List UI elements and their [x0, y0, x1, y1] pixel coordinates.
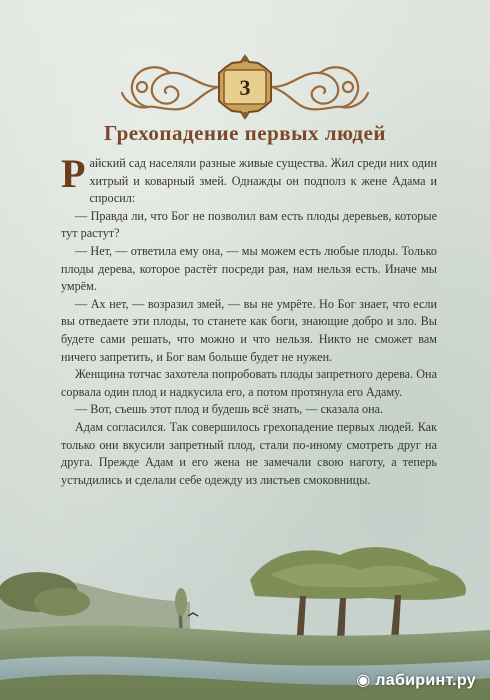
paragraph-2: — Правда ли, что Бог не позволил вам есть плоды деревьев, которые тут растут?	[61, 208, 437, 241]
watermark-icon: ◉	[356, 672, 371, 689]
chapter-text	[61, 151, 437, 489]
paragraph-6: — Вот, съешь этот плод и будешь всё знать, — сказала она.	[75, 402, 384, 417]
paragraph-3: — Нет, — ответила ему она, — мы можем есть любые плоды. Только плоды дерева, которое растёт посреди рая, нам нельзя есть. Иначе мы умрём.	[61, 243, 437, 294]
watermark-text: лабиринт.ру	[375, 672, 476, 689]
chapter-number: 3	[239, 75, 251, 100]
paragraph-4: — Ах нет, — возразил змей, — вы не умрёте. Но Бог знает, что если вы отведаете эти плоды, то станете как боги, знающие добро и зло. Вы будете сами решать, что можно и что нельзя. Никто не сможет вам ничего запретить, и Бог вам больше будет не нужен.	[61, 296, 437, 364]
drop-cap: Р	[61, 151, 86, 196]
watermark	[356, 670, 476, 690]
paragraph-1-text: айский сад населяли разные живые существа. Жил среди них один хитрый и коварный змей. Однажды он подполз к жене Адама и спросил:	[89, 156, 437, 206]
paragraph-7: Адам согласился. Так совершилось грехопадение первых людей. Как только они вкусили запретный плод, стали по-иному смотреть друг на друга. Прежде Адам и его жена не замечали свою наготу, а теперь устыдились и сделали себе одежду из листьев смоковницы.	[61, 419, 437, 487]
paragraph-5: Женщина тотчас захотела попробовать плоды запретного дерева. Она сорвала один плод и надкусила его, а потом протянула его Адаму.	[61, 367, 437, 399]
paragraph-1	[61, 151, 437, 208]
chapter-title: Грехопадение первых людей	[104, 121, 386, 145]
